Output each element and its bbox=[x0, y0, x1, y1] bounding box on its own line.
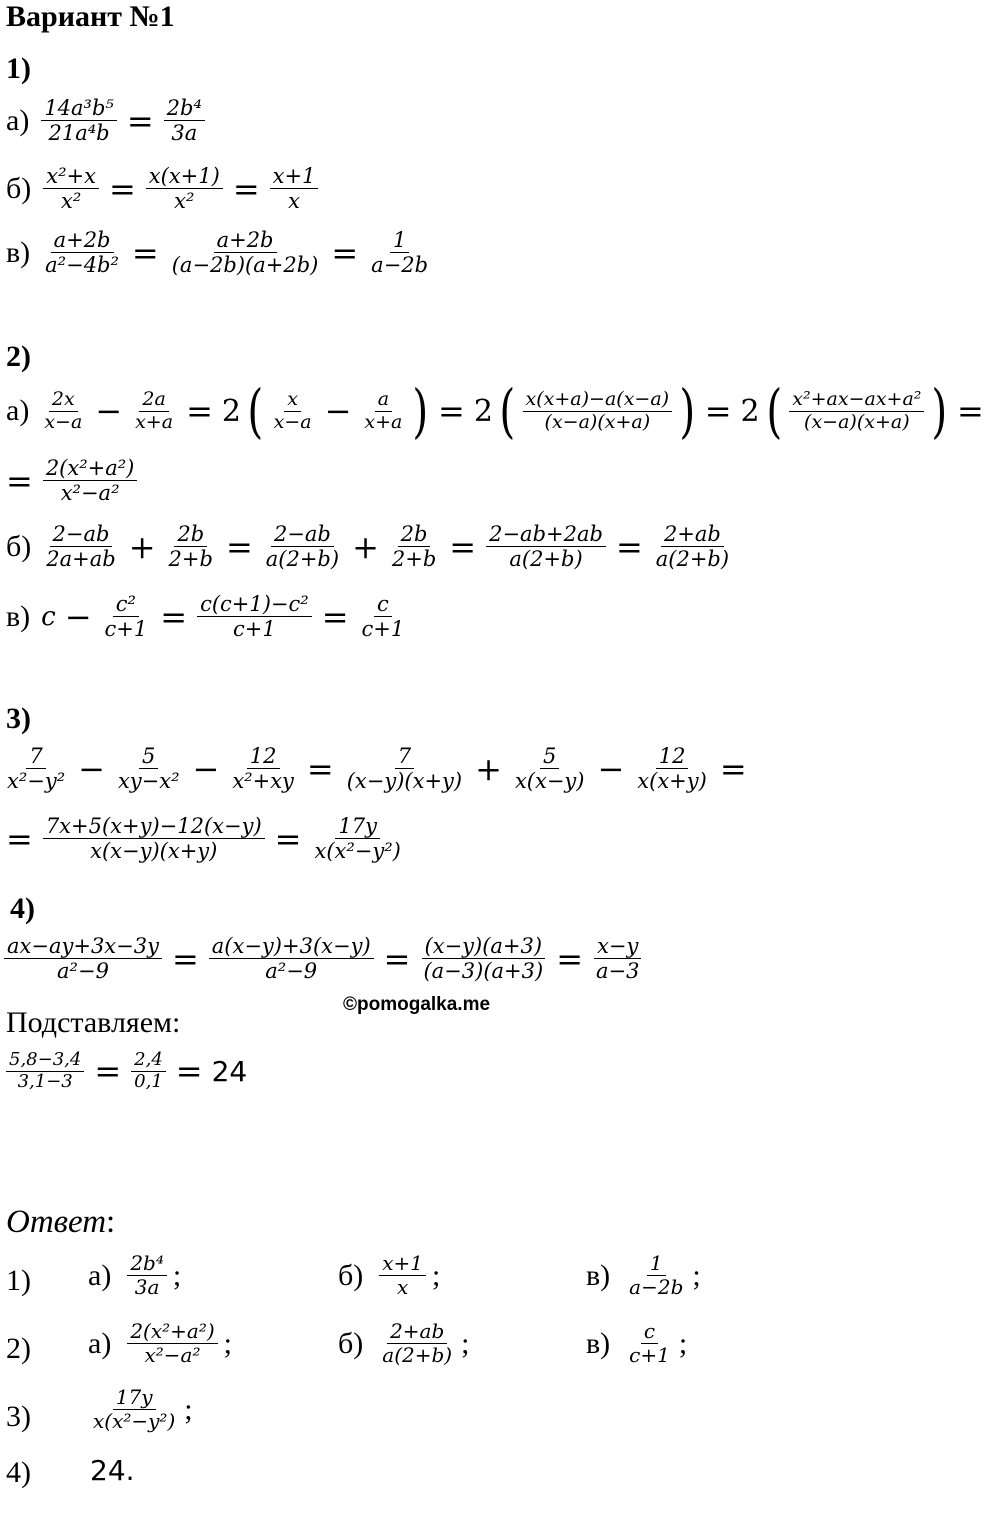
denominator: a(2+b) bbox=[655, 547, 730, 572]
item-label: а) bbox=[88, 1326, 112, 1360]
item-label: б) bbox=[6, 529, 32, 563]
equals-sign: = bbox=[6, 461, 33, 500]
numerator: 2b⁴ bbox=[164, 96, 205, 121]
fraction bbox=[626, 1252, 686, 1299]
denominator: c+1 bbox=[629, 1343, 670, 1367]
numerator: 5 bbox=[540, 744, 559, 769]
numerator: 2−ab bbox=[271, 522, 334, 547]
result-value: 24 bbox=[211, 1054, 248, 1088]
answer-number: 4) bbox=[6, 1456, 31, 1489]
answer-title bbox=[6, 1204, 115, 1241]
numerator: c² bbox=[113, 592, 139, 617]
denominator: x(x+y) bbox=[637, 769, 707, 794]
numerator: 2b bbox=[174, 522, 207, 547]
numerator: 7 bbox=[395, 744, 414, 769]
denominator: x−a bbox=[273, 410, 312, 433]
equals-sign: = bbox=[306, 749, 334, 788]
numerator: 17y bbox=[113, 1386, 156, 1410]
section-3-header: 3) bbox=[6, 702, 31, 735]
problem-1a bbox=[6, 96, 209, 145]
answer-row-1 bbox=[0, 1250, 960, 1320]
denominator: 3a bbox=[134, 1275, 160, 1299]
numerator: x(x+1) bbox=[146, 164, 223, 189]
fraction bbox=[361, 389, 405, 434]
fraction bbox=[523, 389, 673, 434]
answer-row-3 bbox=[0, 1386, 960, 1456]
denominator: c+1 bbox=[233, 617, 276, 642]
answer-row-2 bbox=[0, 1318, 960, 1388]
fraction bbox=[653, 522, 732, 571]
answer-value: 24. bbox=[90, 1454, 135, 1487]
semicolon: ; bbox=[678, 1326, 688, 1360]
semicolon: ; bbox=[223, 1326, 232, 1360]
numerator: 12 bbox=[247, 744, 280, 769]
equals-sign: = bbox=[615, 527, 643, 566]
equals-sign: = bbox=[957, 392, 984, 430]
numerator: ax−ay+3x−3y bbox=[4, 934, 162, 959]
fraction bbox=[263, 522, 342, 571]
denominator: x(x−y)(x+y) bbox=[90, 839, 218, 864]
fraction bbox=[634, 744, 710, 793]
item-label: а) bbox=[6, 103, 30, 137]
numerator: 2,4 bbox=[131, 1050, 166, 1072]
minus-sign: − bbox=[324, 392, 352, 430]
equals-sign: = bbox=[225, 527, 253, 566]
fraction bbox=[41, 389, 85, 434]
fraction bbox=[626, 1320, 673, 1367]
minus-sign: − bbox=[64, 597, 92, 636]
answer-cell bbox=[338, 1252, 440, 1299]
numerator: 2b⁴ bbox=[127, 1252, 167, 1276]
denominator: x² bbox=[60, 189, 82, 214]
denominator: x+a bbox=[364, 410, 403, 433]
numerator: c bbox=[641, 1320, 658, 1344]
fraction bbox=[271, 389, 315, 434]
parenthesized-group: ( $\frac{\text{x²+ax−ax+a²}}{(x-a)(x+a)}$ ) bbox=[766, 377, 948, 445]
answer-cell bbox=[586, 1252, 701, 1299]
denominator: xy−x² bbox=[117, 769, 180, 794]
problem-2a-line2 bbox=[6, 456, 141, 505]
fraction bbox=[164, 96, 205, 145]
fraction bbox=[270, 164, 319, 213]
answer-cell bbox=[586, 1320, 687, 1367]
item-label: в) bbox=[6, 235, 31, 269]
numerator: 17y bbox=[335, 814, 380, 839]
denominator: (x−a)(x+a) bbox=[804, 410, 910, 433]
parenthesized-group: ( $\frac{x}{x-a}$ − $\frac{a}{x+a}$ ) bbox=[247, 377, 429, 445]
fraction bbox=[4, 934, 162, 983]
numerator: 12 bbox=[656, 744, 689, 769]
fraction bbox=[311, 814, 403, 863]
answer-cell bbox=[88, 1320, 232, 1367]
semicolon: ; bbox=[461, 1326, 470, 1360]
item-label: в) bbox=[586, 1258, 611, 1292]
answer-colon: : bbox=[106, 1204, 116, 1240]
denominator: x²−y² bbox=[7, 769, 66, 794]
denominator: a²−9 bbox=[265, 959, 318, 984]
problem-1b bbox=[6, 164, 322, 213]
item-label: б) bbox=[6, 171, 32, 205]
numerator: a+2b bbox=[51, 228, 114, 253]
denominator: 2+b bbox=[168, 547, 213, 572]
numerator: x+1 bbox=[270, 164, 319, 189]
coefficient: 2 bbox=[221, 393, 241, 429]
minus-sign: − bbox=[95, 392, 123, 430]
numerator: x²+ax−ax+a² bbox=[789, 389, 924, 412]
semicolon: ; bbox=[692, 1258, 701, 1292]
equals-sign: = bbox=[160, 597, 188, 636]
answer-cell bbox=[86, 1386, 193, 1433]
numerator: 14a³b⁵ bbox=[41, 96, 117, 121]
equals-sign: = bbox=[438, 392, 465, 430]
section-2-header: 2) bbox=[6, 340, 31, 373]
fraction bbox=[486, 522, 606, 571]
numerator: 2−ab bbox=[50, 522, 113, 547]
equals-sign: = bbox=[171, 939, 199, 978]
denominator: (a−3)(a+3) bbox=[423, 959, 544, 984]
equals-sign: = bbox=[94, 1052, 122, 1091]
numerator: x bbox=[284, 389, 301, 412]
semicolon: ; bbox=[172, 1258, 182, 1292]
numerator: 5 bbox=[139, 744, 158, 769]
fraction bbox=[512, 744, 588, 793]
fraction bbox=[789, 389, 924, 434]
plus-sign: + bbox=[352, 527, 379, 566]
denominator: x(x²−y²) bbox=[93, 1409, 176, 1433]
variable-c: c bbox=[41, 601, 56, 632]
equals-sign: = bbox=[556, 939, 583, 978]
fraction bbox=[359, 592, 408, 641]
answer-cell bbox=[338, 1320, 469, 1367]
denominator: x(x−y) bbox=[514, 769, 585, 794]
fraction bbox=[131, 1050, 166, 1092]
fraction bbox=[209, 934, 374, 983]
answer-cell bbox=[88, 1252, 181, 1299]
fraction bbox=[229, 744, 297, 793]
numerator: x−y bbox=[594, 934, 641, 959]
fraction bbox=[4, 744, 68, 793]
item-label: в) bbox=[586, 1326, 611, 1360]
problem-1v bbox=[6, 228, 435, 277]
fraction bbox=[197, 592, 312, 641]
denominator: a−2b bbox=[371, 253, 429, 278]
equals-sign: = bbox=[274, 819, 302, 858]
denominator: (x−y)(x+y) bbox=[346, 769, 463, 794]
numerator: 2−ab+2ab bbox=[486, 522, 606, 547]
semicolon: ; bbox=[184, 1392, 193, 1426]
numerator: 7x+5(x+y)−12(x−y) bbox=[43, 814, 265, 839]
equals-sign: = bbox=[232, 169, 260, 208]
denominator: a(2+b) bbox=[509, 547, 583, 572]
answer-row-4 bbox=[0, 1448, 960, 1518]
answer-number: 2) bbox=[6, 1332, 31, 1365]
section-4-header: 4) bbox=[10, 892, 35, 925]
numerator: 2+ab bbox=[661, 522, 724, 547]
numerator: 2b bbox=[398, 522, 431, 547]
numerator: 2x bbox=[49, 389, 78, 412]
fraction bbox=[166, 522, 216, 571]
fraction bbox=[132, 389, 176, 434]
denominator: a²−4b² bbox=[45, 253, 119, 278]
equals-sign: = bbox=[131, 233, 159, 272]
plus-sign: + bbox=[475, 749, 502, 788]
numerator: 2+ab bbox=[387, 1320, 447, 1344]
equals-sign: = bbox=[175, 1052, 203, 1091]
equals-sign: = bbox=[704, 392, 732, 430]
denominator: 21a⁴b bbox=[48, 121, 110, 146]
numerator: (x−y)(a+3) bbox=[422, 934, 546, 959]
semicolon: ; bbox=[432, 1258, 441, 1292]
fraction bbox=[368, 228, 431, 277]
denominator: 3a bbox=[171, 121, 198, 146]
fraction bbox=[90, 1386, 178, 1433]
denominator: (a−2b)(a+2b) bbox=[171, 253, 319, 278]
numerator: 7 bbox=[26, 744, 45, 769]
denominator: x²−a² bbox=[144, 1343, 201, 1367]
fraction bbox=[115, 744, 183, 793]
equals-sign: = bbox=[186, 392, 213, 430]
fraction bbox=[43, 164, 99, 213]
minus-sign: − bbox=[597, 749, 625, 788]
numerator: a(x−y)+3(x−y) bbox=[209, 934, 374, 959]
fraction bbox=[41, 96, 117, 145]
denominator: x−a bbox=[44, 410, 83, 433]
minus-sign: − bbox=[78, 749, 105, 788]
item-label: в) bbox=[6, 599, 31, 633]
problem-4-line1 bbox=[0, 934, 646, 983]
fraction bbox=[146, 164, 223, 213]
fraction bbox=[43, 522, 118, 571]
numerator: c bbox=[374, 592, 392, 617]
coefficient: 2 bbox=[740, 393, 760, 429]
equals-sign: = bbox=[331, 233, 359, 272]
numerator: x+1 bbox=[379, 1252, 426, 1276]
item-label: а) bbox=[88, 1258, 112, 1292]
problem-3-line1 bbox=[0, 744, 753, 793]
numerator: a+2b bbox=[214, 228, 277, 253]
denominator: x²+xy bbox=[232, 769, 294, 794]
fraction bbox=[127, 1252, 167, 1299]
answer-number: 1) bbox=[6, 1264, 31, 1297]
problem-2v bbox=[6, 592, 411, 641]
equals-sign: = bbox=[321, 597, 349, 636]
fraction bbox=[42, 228, 122, 277]
denominator: x²−a² bbox=[60, 481, 120, 506]
denominator: a²−9 bbox=[57, 959, 109, 984]
equals-sign: = bbox=[108, 169, 136, 208]
fraction bbox=[389, 522, 439, 571]
denominator: 2a+ab bbox=[46, 547, 116, 572]
fraction bbox=[127, 1320, 217, 1367]
denominator: x² bbox=[174, 189, 195, 214]
coefficient: 2 bbox=[473, 393, 493, 429]
fraction bbox=[379, 1252, 426, 1299]
denominator: a(2+b) bbox=[265, 547, 340, 572]
denominator: 3,1−3 bbox=[17, 1070, 73, 1092]
denominator: x bbox=[288, 189, 300, 214]
substitute-label: Подставляем: bbox=[6, 1006, 181, 1039]
equals-sign: = bbox=[126, 101, 154, 140]
problem-2a-line1 bbox=[6, 377, 990, 445]
problem-2b bbox=[6, 522, 736, 571]
numerator: x(x+a)−a(x−a) bbox=[523, 389, 673, 412]
numerator: 2(x²+a²) bbox=[127, 1320, 217, 1344]
section-1-header: 1) bbox=[6, 52, 31, 85]
numerator: 5,8−3,4 bbox=[6, 1050, 84, 1072]
denominator: a(2+b) bbox=[382, 1343, 453, 1367]
denominator: 2+b bbox=[391, 547, 437, 572]
fraction bbox=[102, 592, 151, 641]
numerator: 2(x²+a²) bbox=[43, 456, 138, 481]
fraction bbox=[43, 456, 138, 505]
denominator: c+1 bbox=[104, 617, 148, 642]
problem-4-line2 bbox=[2, 1050, 250, 1092]
denominator: 0,1 bbox=[134, 1070, 163, 1092]
numerator: a bbox=[375, 389, 392, 412]
fraction bbox=[43, 814, 265, 863]
denominator: x bbox=[397, 1275, 409, 1299]
plus-sign: + bbox=[128, 527, 156, 566]
minus-sign: − bbox=[192, 749, 220, 788]
fraction bbox=[379, 1320, 455, 1367]
answer-number: 3) bbox=[6, 1400, 31, 1433]
item-label: б) bbox=[338, 1326, 364, 1360]
denominator: (x−a)(x+a) bbox=[544, 410, 651, 433]
watermark: ©pomogalka.me bbox=[343, 994, 491, 1015]
denominator: a−3 bbox=[596, 959, 640, 984]
equals-sign: = bbox=[383, 939, 411, 978]
parenthesized-group: ( $\frac{x(x+a)-a(x-a)}{(x-a)(x+a)}$ ) bbox=[499, 377, 696, 445]
fraction bbox=[169, 228, 322, 277]
item-label: а) bbox=[6, 394, 30, 427]
fraction bbox=[344, 744, 465, 793]
equals-sign: = bbox=[719, 749, 747, 788]
numerator: 1 bbox=[390, 228, 409, 253]
problem-3-line2 bbox=[6, 814, 408, 863]
fraction bbox=[420, 934, 546, 983]
numerator: 2a bbox=[139, 389, 168, 412]
equals-sign: = bbox=[449, 527, 477, 566]
page-title: Вариант №1 bbox=[6, 0, 175, 33]
numerator: c(c+1)−c² bbox=[197, 592, 312, 617]
denominator: x(x²−y²) bbox=[314, 839, 401, 864]
answer-title-text: Ответ bbox=[6, 1204, 107, 1240]
numerator: 1 bbox=[647, 1252, 666, 1276]
numerator: x²+x bbox=[43, 164, 99, 189]
denominator: x+a bbox=[135, 410, 174, 433]
fraction bbox=[6, 1050, 84, 1092]
denominator: a−2b bbox=[629, 1275, 684, 1299]
denominator: c+1 bbox=[361, 617, 405, 642]
fraction bbox=[593, 934, 642, 983]
equals-sign: = bbox=[6, 819, 33, 858]
item-label: б) bbox=[338, 1258, 364, 1292]
